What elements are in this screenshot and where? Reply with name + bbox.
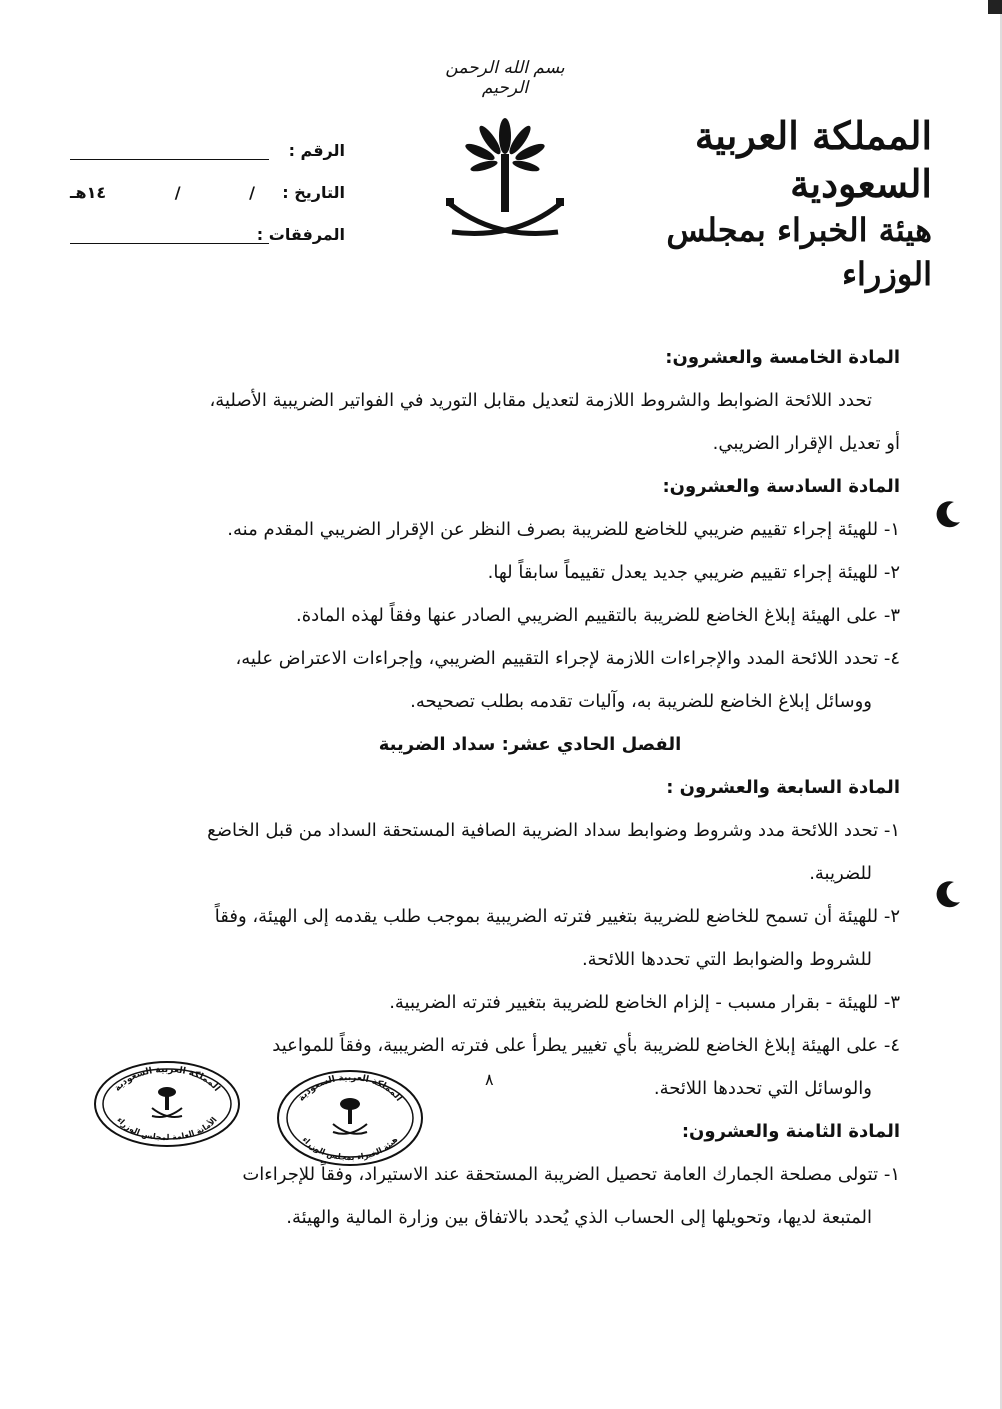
org-line-1: المملكة العربية السعودية [694,113,932,206]
article-28-title: المادة الثامنة والعشرون: [681,1121,900,1142]
article-28-item-1: ١- تتولى مصلحة الجمارك العامة تحصيل الضريبة المستحقة عند الاستيراد، وفقاً للإجراءات [242,1164,900,1185]
ref-number-row [70,118,345,160]
article-27-title: المادة السابعة والعشرون : [666,777,900,798]
attachments-line [70,227,269,244]
article-26-item-4-cont: ووسائل إبلاغ الخاضع للضريبة به، وآليات تقدمه بطلب تصحيحه. [410,691,872,712]
saudi-emblem-icon [440,112,570,247]
ref-number-line [70,143,269,160]
attachments-row [70,202,345,244]
article-26-item-4: ٤- تحدد اللائحة المدد والإجراءات اللازمة لإجراء التقييم الضريبي، وإجراءات الاعتراض عليه، [235,648,900,669]
binder-hole-mark-icon [934,500,962,528]
article-25-text-1: تحدد اللائحة الضوابط والشروط اللازمة لتعديل مقابل التوريد في الفواتير الضريبية الأصلية، [209,390,872,411]
date-value [70,183,275,202]
seal-left-top-text: المملكة العربية السعودية [112,1064,222,1094]
basmala: بسم الله الرحمن الرحيم [445,58,565,98]
page-number: ٨ [485,1070,494,1089]
article-25-title: المادة الخامسة والعشرون: [665,347,900,368]
article-27-item-1: ١- تحدد اللائحة مدد وشروط وضوابط سداد الضريبة الصافية المستحقة السداد من قبل الخاضع [207,820,900,841]
article-26-item-1: ١- للهيئة إجراء تقييم ضريبي للخاضع للضريبة بصرف النظر عن الإقرار الضريبي المقدم منه. [227,519,900,540]
date-sep-1: / [249,183,255,202]
seal-right-bottom-text: هيئة الخبراء بمجلس الوزراء [300,1135,400,1163]
svg-text:هيئة الخبراء بمجلس الوزراء [300,1135,399,1163]
article-27-item-4: ٤- على الهيئة إبلاغ الخاضع للضريبة بأي تغيير يطرأ على فترته الضريبية، وفقاً للمواعيد [272,1035,900,1056]
date-sep-2: / [174,183,181,202]
org-line-2: هيئة الخبراء بمجلس الوزراء [666,211,932,293]
scan-corner-mark [988,0,1002,14]
article-25-text-2: أو تعديل الإقرار الضريبي. [712,433,900,454]
svg-text:الأمانة العامة لمجلس الوزراء [115,1115,219,1142]
general-secretariat-seal-icon [92,1060,242,1148]
seal-left-bottom-text: الأمانة العامة لمجلس الوزراء [115,1115,219,1143]
article-28-item-1-cont: المتبعة لديها، وتحويلها إلى الحساب الذي يُحدد بالاتفاق بين وزارة المالية والهيئة. [286,1207,872,1228]
date-suffix: ١٤هـ [70,183,107,202]
article-27-item-2: ٢- للهيئة أن تسمح للخاضع للضريبة بتغيير فترته الضريبية بموجب طلب يقدمه إلى الهيئة، وفقاً [214,906,900,927]
binder-hole-mark-icon [934,880,962,908]
reference-fields [70,118,345,244]
article-26-title: المادة السادسة والعشرون: [662,476,900,497]
article-27-item-3: ٣- للهيئة - بقرار مسبب - إلزام الخاضع للضريبة بتغيير فترته الضريبية. [389,992,900,1013]
organization-name [632,112,932,296]
date-label: التاريخ : [282,183,345,202]
date-row [70,160,345,202]
article-27-item-1-cont: للضريبة. [809,863,872,884]
article-26-item-3: ٣- على الهيئة إبلاغ الخاضع للضريبة بالتقييم الضريبي الصادر عنها وفقاً لهذه المادة. [295,605,900,626]
article-27-item-4-cont: والوسائل التي تحددها اللائحة. [653,1078,872,1099]
chapter-11-title: الفصل الحادي عشر: سداد الضريبة [378,734,682,755]
ref-number-label: الرقم : [288,141,345,160]
article-27-item-2-cont: للشروط والضوابط التي تحددها اللائحة. [581,949,872,970]
seal-right-top-text: المملكة العربية السعودية [296,1072,404,1104]
bureau-of-experts-seal-icon [275,1068,425,1168]
article-26-item-2: ٢- للهيئة إجراء تقييم ضريبي جديد يعدل تقييماً سابقاً لها. [487,562,900,583]
attachments-label: المرفقات : [256,225,345,244]
